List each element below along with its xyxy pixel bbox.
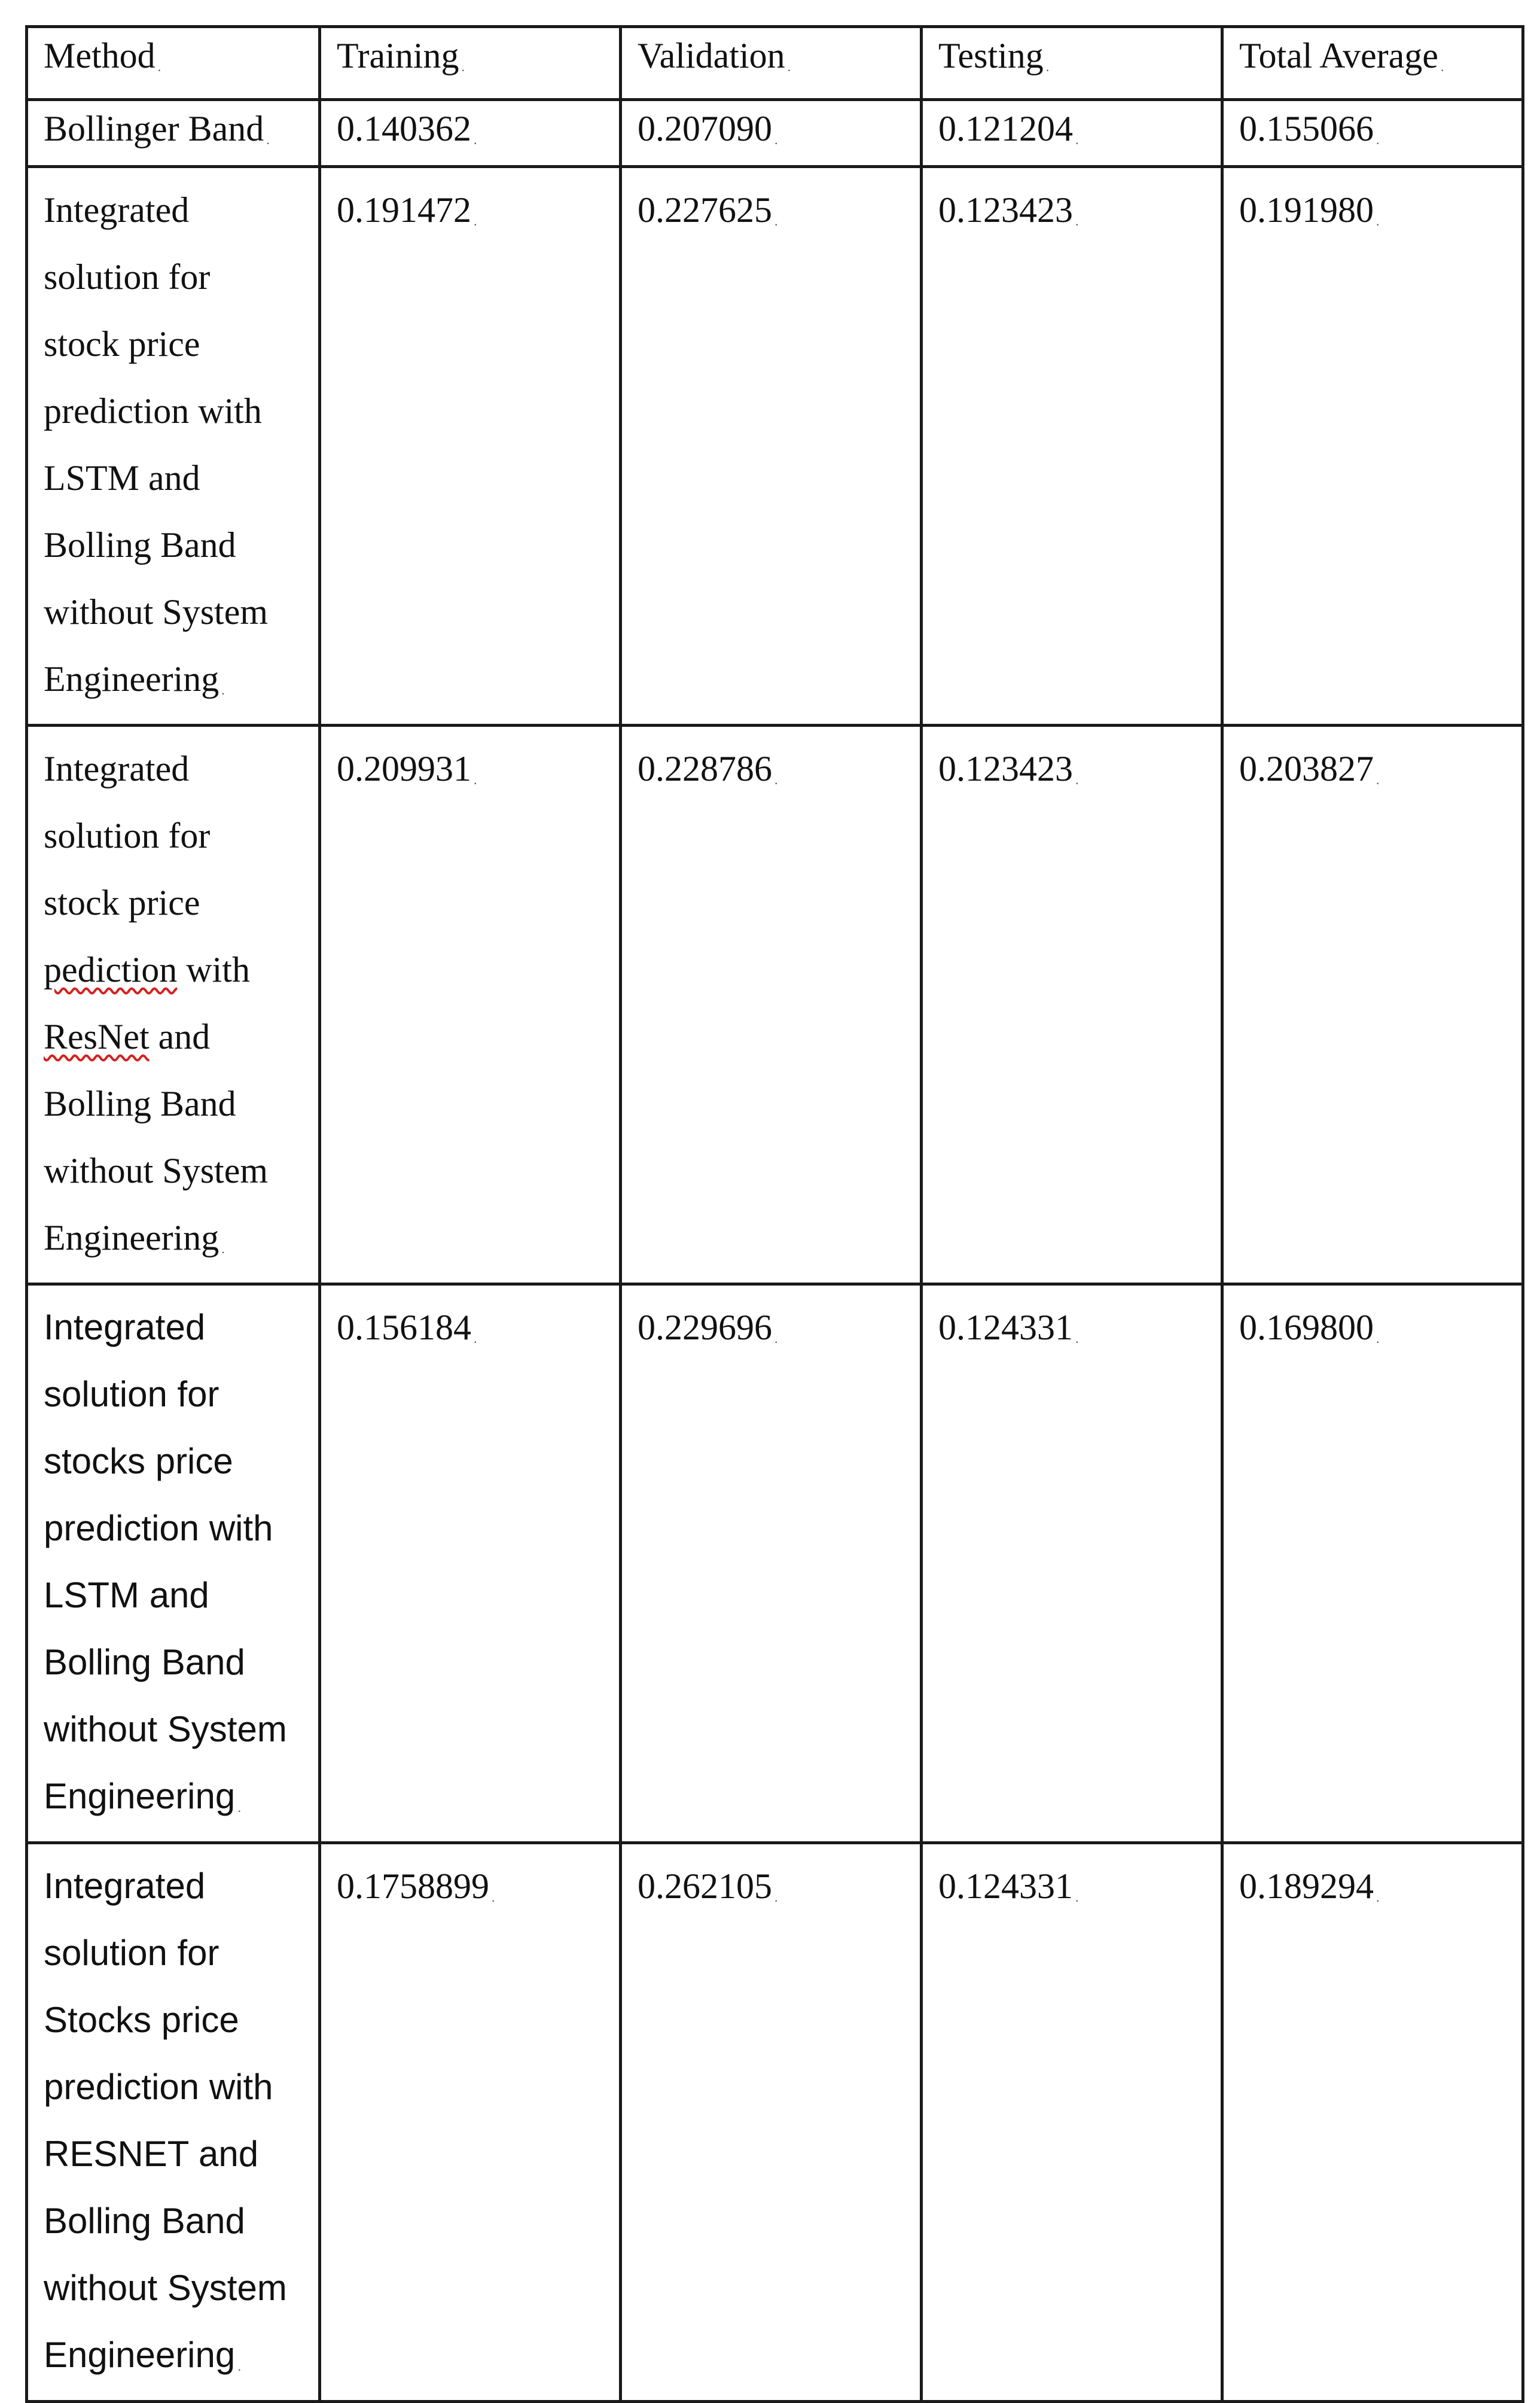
cell-end-mark: . [1376,1331,1380,1346]
total-average-cell[interactable]: 0.191980 . [1222,167,1523,726]
cell-end-mark: . [474,214,477,229]
spellcheck-underline: pediction [44,950,178,989]
header-testing[interactable]: Testing . [922,27,1222,100]
cell-end-mark: . [237,1800,242,1815]
table-row [27,1843,1523,2402]
cell-end-mark: . [157,59,161,74]
cell-end-mark: . [492,1890,495,1905]
validation-cell[interactable]: 0.227625 . [621,167,922,726]
header-validation[interactable]: Validation . [621,27,922,100]
header-total-average[interactable]: Total Average . [1222,27,1523,100]
training-cell[interactable]: 0.156184 . [320,1284,621,1843]
method-cell[interactable]: Integrated solution for stocks price prediction with LSTM and Bolling Band without System Engineering . [27,1284,320,1843]
method-cell[interactable]: Bollinger Band . [27,100,320,167]
cell-end-mark: . [774,1890,778,1905]
cell-end-mark: . [774,772,778,787]
validation-cell[interactable]: 0.228786 . [621,726,922,1284]
method-cell[interactable]: Integrated solution for stock price prediction with LSTM and Bolling Band without System Engineering . [27,167,320,726]
validation-cell[interactable]: 0.229696 . [621,1284,922,1843]
cell-end-mark: . [474,772,477,787]
table-row [27,100,1523,167]
training-cell[interactable]: 0.209931 . [320,726,621,1284]
cell-end-mark: . [221,683,225,698]
cell-end-mark: . [1376,772,1380,787]
cell-end-mark: . [1075,132,1079,147]
results-table [25,25,1524,2403]
table-row [27,167,1523,726]
cell-end-mark: . [1075,214,1079,229]
cell-end-mark: . [787,59,791,74]
table-row [27,726,1523,1284]
misspelled-line: pediction with [44,950,250,989]
total-average-cell[interactable]: 0.189294 . [1222,1843,1523,2402]
testing-cell[interactable]: 0.124331 . [922,1284,1222,1843]
header-method[interactable]: Method . [27,27,320,100]
spellcheck-underline: ResNet [44,1017,150,1056]
cell-end-mark: . [474,132,477,147]
misspelled-line: ResNet and [44,1017,211,1056]
header-training[interactable]: Training . [320,27,621,100]
testing-cell[interactable]: 0.123423 . [922,726,1222,1284]
cell-end-mark: . [237,2359,242,2374]
total-average-cell[interactable]: 0.169800 . [1222,1284,1523,1843]
training-cell[interactable]: 0.140362 . [320,100,621,167]
validation-cell[interactable]: 0.262105 . [621,1843,922,2402]
testing-cell[interactable]: 0.123423 . [922,167,1222,726]
table-header-row [27,27,1523,100]
table-row [27,1284,1523,1843]
cell-end-mark: . [1075,772,1079,787]
cell-end-mark: . [461,59,465,74]
method-cell[interactable]: Integrated solution for Stocks price prediction with RESNET and Bolling Band without System Engineering . [27,1843,320,2402]
validation-cell[interactable]: 0.207090 . [621,100,922,167]
training-cell[interactable]: 0.191472 . [320,167,621,726]
cell-end-mark: . [1440,59,1444,74]
cell-end-mark: . [1075,1331,1079,1346]
testing-cell[interactable]: 0.121204 . [922,100,1222,167]
cell-end-mark: . [1075,1890,1079,1905]
method-cell[interactable]: Integrated solution for stock price pediction with ResNet and Bolling Band without System Engineering . [27,726,320,1284]
cell-end-mark: . [1376,132,1380,147]
cell-end-mark: . [474,1331,477,1346]
cell-end-mark: . [1045,59,1050,74]
cell-end-mark: . [774,1331,778,1346]
cell-end-mark: . [1376,214,1380,229]
testing-cell[interactable]: 0.124331 . [922,1843,1222,2402]
total-average-cell[interactable]: 0.203827 . [1222,726,1523,1284]
cell-end-mark: . [1376,1890,1380,1905]
cell-end-mark: . [221,1241,225,1256]
cell-end-mark: . [774,132,778,147]
cell-end-mark: . [266,132,270,147]
training-cell[interactable]: 0.1758899 . [320,1843,621,2402]
total-average-cell[interactable]: 0.155066 . [1222,100,1523,167]
cell-end-mark: . [774,214,778,229]
